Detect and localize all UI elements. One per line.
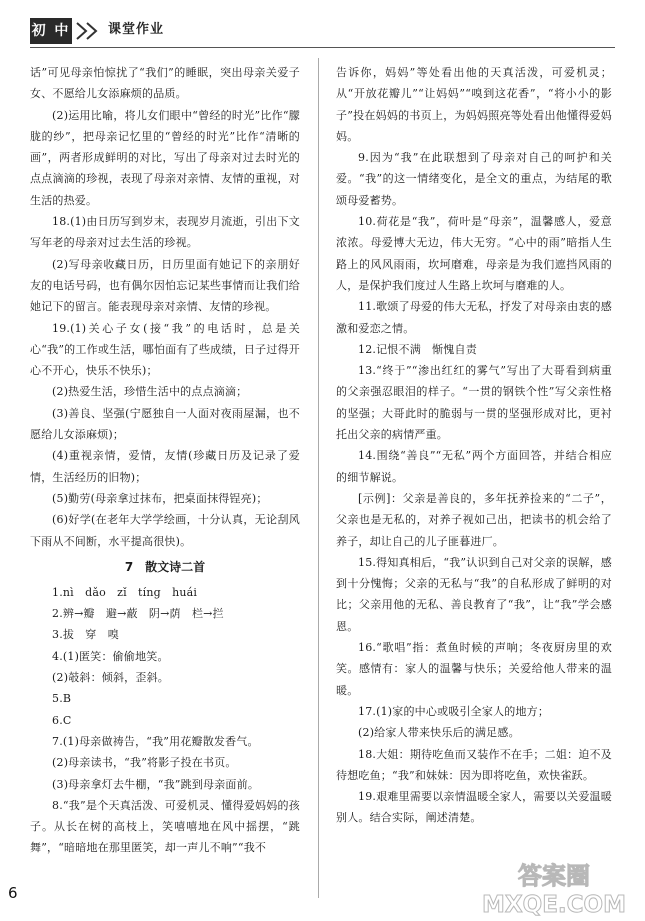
answer-text: 18.(1)由日历写到岁末，表现岁月流逝，引出下文写年老的母亲对过去生活的珍视。	[30, 215, 300, 250]
grade-badge: 初 中	[30, 18, 72, 44]
answer-text: 14.围绕“善良”“无私”两个方面回答，并结合相应的细节解说。	[336, 449, 612, 484]
answer-text: 2.辨→瓣 避→蔽 阴→荫 栏→拦	[52, 607, 224, 621]
answer-text: 6.C	[52, 713, 72, 727]
right-column	[336, 62, 612, 829]
answer-text: (2)母亲读书，“我”将影子投在书页。	[52, 756, 237, 770]
answer-text: 19.(1)关心子女(接“我”的电话时，总是关心“我”的工作或生活，哪怕面有了些成绩，日子过得开心不开心，快乐不快乐)；	[30, 321, 300, 378]
answer-text: 告诉你，妈妈”等处看出他的天真活泼，可爱机灵；从“开放花瓣儿”“让妈妈”“嗅到这花香”，“将小小的影子”投在妈妈的书页上，为妈妈照亮等处看出他懂得爱妈妈。	[336, 66, 612, 143]
answer-text: 7.(1)母亲做祷告，“我”用花瓣散发香气。	[52, 734, 259, 748]
page-number: 6	[8, 884, 18, 902]
example-text: [示例]：父亲是善良的，多年抚养捡来的“二子”，父亲也是无私的，对养子视如己出，把读书的机会给了养子，却让自己的儿子匪暮进厂。	[336, 491, 612, 548]
answer-text: 15.得知真相后，“我”认识到自己对父亲的误解，感到十分愧悔；父亲的无私与“我”的自私形成了鲜明的对比；父亲用他的无私、善良教育了“我”，让“我”学会感恩。	[336, 555, 612, 633]
answer-text: 3.拔 穿 嗅	[52, 628, 119, 642]
answer-text: 5.B	[52, 692, 72, 706]
answer-text: (2)运用比喻，将儿女们眼中“曾经的时光”比作“朦胧的纱”，把母亲记忆里的“曾经的时光”比作“清晰的画”，两者形成鲜明的对比，写出了母亲对过去时光的点点滴滴的珍视，表现了母亲对亲情、友情的重视，对生活的热爱。	[30, 108, 300, 207]
answer-text: 10.荷花是“我”，荷叶是“母亲”，温馨感人，爱意浓浓。母爱博大无边，伟大无穷。“心中的雨”暗指人生路上的风风雨雨，坎坷磨难，母亲是为我们遮挡风雨的人，是保护我们度过人生路上坎坷与磨难的人。	[336, 215, 612, 292]
header-title: 课堂作业	[108, 22, 165, 37]
answer-text: 9.因为“我”在此联想到了母亲对自己的呵护和关爱。“我”的这一情绪变化，是全文的重点，为结尾的歌颂母爱蓄势。	[336, 151, 612, 207]
answer-text: (2)攲斜：倾斜，歪斜。	[52, 671, 169, 685]
page-header	[30, 18, 615, 44]
answer-text: (2)给家人带来快乐后的满足感。	[358, 726, 520, 740]
svg-text:MXQE.COM: MXQE.COM	[482, 892, 626, 918]
answer-text: 11.歌颂了母爱的伟大无私，抒发了对母亲由衷的感激和爱恋之情。	[336, 300, 612, 335]
answer-text: (2)写母亲收藏日历，日历里面有她记下的亲朋好友的电话号码，也有偶尔因怕忘记某些事情而让我们给她记下的留言。能表现母亲对亲情、友情的珍视。	[30, 257, 300, 314]
answer-text: 18.大姐：期待吃鱼而又装作不在手；二姐：迫不及待想吃鱼；“我”和妹妹：因为即将吃鱼，欢快雀跃。	[336, 747, 612, 782]
section-title: 7 散文诗二首	[124, 559, 206, 574]
answer-text: 19.艰难里需要以亲情温暖全家人，需要以关爱温暖别人。结合实际，阐述清楚。	[336, 790, 612, 825]
answer-text: (4)重视亲情，爱情，友情(珍藏日历及记录了爱情，生活经历的旧物)；	[30, 449, 300, 484]
answer-text: (3)善良、坚强(宁愿独自一人面对夜雨屋漏，也不愿给儿女添麻烦)；	[30, 406, 300, 442]
answer-text: 4.(1)匿笑：偷偷地笑。	[52, 649, 169, 663]
answer-text: 8.“我”是个天真活泼、可爱机灵、懂得爱妈妈的孩子。从长在树的高枝上，笑嘻嘻地在风中摇摆，“跳舞”，“暗暗地在那里匿笑，却一声儿不响”“我不	[30, 798, 300, 855]
svg-text:答案圈: 答案圈	[518, 862, 590, 890]
left-column	[30, 62, 300, 859]
watermark-logo	[478, 858, 630, 918]
answer-text: 16.“歌唱”指：煮鱼时候的声响；冬夜厨房里的欢笑。感情有：家人的温馨与快乐；关爱给他人带来的温暖。	[336, 641, 612, 697]
column-divider	[318, 58, 319, 898]
answer-text: (2)热爱生活，珍惜生活中的点点滴滴；	[52, 385, 248, 399]
answer-text: (5)勤劳(母亲拿过抹布，把桌面抹得锃亮)；	[52, 491, 268, 505]
answer-text: 12.记恨不满 惭愧自责	[358, 342, 477, 356]
answer-text: 话”可见母亲怕惊扰了“我们”的睡眠，突出母亲关爱子女、不愿给儿女添麻烦的品质。	[30, 66, 300, 101]
answer-text: (6)好学(在老年大学学绘画，十分认真，无论刮风下雨从不间断，水平提高很快)。	[30, 513, 300, 548]
answer-text: 1.nì dǎo zǐ tíng huái	[52, 585, 198, 599]
answer-text: (3)母亲拿灯去牛棚，“我”跳到母亲面前。	[52, 777, 260, 791]
double-chevron-icon	[74, 21, 104, 41]
answer-text: 13.“终于”“渗出红红的雾气”写出了大哥看到病重的父亲强忍眼泪的样子。“一贯的钢铁个性”写父亲性格的坚强；大哥此时的脆弱与一贯的坚强形成对比，更衬托出父亲的病情严重。	[336, 364, 612, 442]
answer-text: 17.(1)家的中心或吸引全家人的地方；	[358, 704, 550, 718]
header-rule	[30, 47, 615, 48]
